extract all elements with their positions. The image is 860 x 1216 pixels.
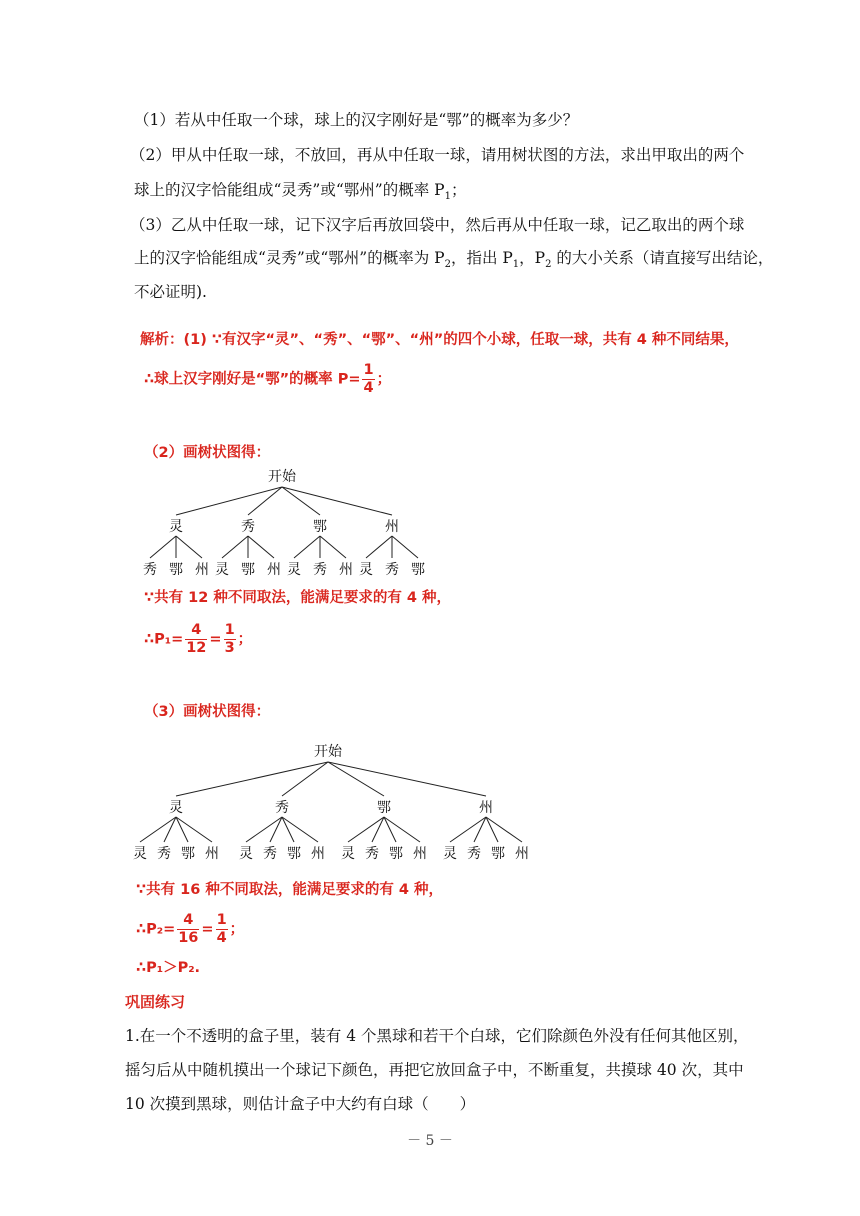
solution-3-count: ∵共有 16 种不同取法，能满足要求的有 4 种， — [136, 882, 444, 898]
practice-1-line-2: 摇匀后从中随机摸出一个球记下颜色，再把它放回盒子中，不断重复，共摸球 40 次，其中 — [125, 1061, 744, 1079]
tree2-leaf: 鄂 — [181, 846, 195, 862]
practice-1-line-1: 1.在一个不透明的盒子里，装有 4 个黑球和若干个白球，它们除颜色外没有任何其他区别， — [125, 1027, 749, 1045]
tree2-branch — [176, 817, 212, 842]
tree2-leaf: 灵 — [443, 846, 457, 862]
tree2-branch — [384, 817, 420, 842]
tree2-leaf: 州 — [205, 846, 219, 862]
tree2-leaf: 鄂 — [491, 846, 505, 862]
tree2-leaf: 州 — [311, 846, 325, 862]
tree1-root: 开始 — [268, 469, 296, 485]
fraction-1-3: $\frac{1}{3}$ — [224, 622, 235, 656]
tree1-node-3: 鄂 — [313, 519, 327, 535]
tree2-node-1: 灵 — [169, 800, 183, 816]
tree1-leaf: 鄂 — [411, 562, 425, 578]
tree1-leaf: 灵 — [215, 562, 229, 578]
tree2-branch — [246, 817, 282, 842]
question-3-line-3: 不必证明). — [134, 283, 207, 301]
tree1-branch — [176, 536, 202, 558]
tree1-branch — [150, 536, 176, 558]
tree2-leaf: 灵 — [341, 846, 355, 862]
tree1-leaf: 州 — [195, 562, 209, 578]
tree1-leaf: 鄂 — [169, 562, 183, 578]
tree2-branch — [140, 817, 176, 842]
tree2-root: 开始 — [314, 744, 342, 760]
tree2-leaf: 鄂 — [287, 846, 301, 862]
tree2-branch — [328, 762, 384, 796]
tree1-leaf: 秀 — [143, 562, 157, 578]
tree2-branch — [348, 817, 384, 842]
tree2-branch — [450, 817, 486, 842]
tree1-leaf: 秀 — [313, 562, 327, 578]
solution-3-title: （3）画树状图得： — [144, 704, 271, 720]
question-3-line-2: 上的汉字恰能组成“灵秀”或“鄂州”的概率为 $P_2$，指出 $P_1$，$P_2$ 的大小关系（请直接写出结论， — [134, 249, 774, 271]
page-number: － 5 － — [407, 1133, 453, 1149]
tree2-branch — [486, 817, 522, 842]
tree1-leaf: 州 — [339, 562, 353, 578]
tree1-node-2: 秀 — [241, 519, 255, 535]
conclusion: ∴P₁＞P₂. — [136, 960, 201, 976]
question-2-line-1: （2）甲从中任取一球，不放回，再从中任取一球，请用树状图的方法，求出甲取出的两个 — [130, 146, 745, 164]
tree1-branch — [222, 536, 248, 558]
fraction-4-16: $\frac{4}{16}$ — [178, 912, 199, 946]
tree1-node-4: 州 — [385, 519, 399, 535]
practice-1-line-3: 10 次摸到黑球，则估计盒子中大约有白球（ ） — [125, 1095, 476, 1113]
tree2-leaf: 鄂 — [389, 846, 403, 862]
solution-1-line-2: ∴球上汉字刚好是“鄂”的概率 P= $\frac{1}{4}$ ； — [144, 362, 392, 396]
solution-1-line-1: 解析：(1) ∵有汉字“灵”、“秀”、“鄂”、“州”的四个小球，任取一球，共有 4 种不同结果， — [140, 332, 739, 348]
tree2-node-4: 州 — [479, 800, 493, 816]
practice-heading: 巩固练习 — [125, 993, 186, 1011]
question-1: （1）若从中任取一个球，球上的汉字刚好是“鄂”的概率为多少？ — [134, 111, 579, 129]
tree1-branch — [248, 536, 274, 558]
tree2-leaf: 州 — [515, 846, 529, 862]
solution-2-result: ∴P₁= $\frac{4}{12}$ = $\frac{1}{3}$ ； — [144, 622, 253, 656]
tree1-leaf: 灵 — [359, 562, 373, 578]
tree1-branch — [294, 536, 320, 558]
fraction-1-4: $\frac{1}{4}$ — [363, 362, 374, 396]
tree-diagram-1 — [130, 462, 430, 582]
tree1-branch — [320, 536, 346, 558]
tree1-node-1: 灵 — [169, 519, 183, 535]
tree2-branch — [328, 762, 486, 796]
tree2-leaf: 秀 — [467, 846, 481, 862]
solution-2-count: ∵共有 12 种不同取法，能满足要求的有 4 种， — [144, 590, 452, 606]
tree-diagram-2 — [126, 738, 536, 868]
tree2-node-3: 鄂 — [377, 800, 391, 816]
fraction-4-12: $\frac{4}{12}$ — [186, 622, 207, 656]
tree1-branch — [282, 487, 392, 515]
tree2-leaf: 州 — [413, 846, 427, 862]
tree1-branch — [176, 487, 282, 515]
tree1-leaf: 鄂 — [241, 562, 255, 578]
tree2-node-2: 秀 — [275, 800, 289, 816]
question-2-line-2: 球上的汉字恰能组成“灵秀”或“鄂州”的概率 $P_1$； — [134, 181, 467, 203]
solution-3-result: ∴P₂= $\frac{4}{16}$ = $\frac{1}{4}$ ； — [136, 912, 245, 946]
tree1-branch — [366, 536, 392, 558]
tree2-leaf: 灵 — [239, 846, 253, 862]
tree1-leaf: 灵 — [287, 562, 301, 578]
tree2-leaf: 灵 — [133, 846, 147, 862]
tree2-branch — [282, 817, 318, 842]
solution-2-title: （2）画树状图得： — [144, 445, 271, 461]
tree2-leaf: 秀 — [157, 846, 171, 862]
tree1-leaf: 秀 — [385, 562, 399, 578]
tree2-leaf: 秀 — [365, 846, 379, 862]
tree2-leaf: 秀 — [263, 846, 277, 862]
fraction-1-4b: $\frac{1}{4}$ — [216, 912, 227, 946]
tree1-branch — [392, 536, 418, 558]
question-3-line-1: （3）乙从中任取一球，记下汉字后再放回袋中，然后再从中任取一球，记乙取出的两个球 — [130, 216, 745, 234]
tree1-leaf: 州 — [267, 562, 281, 578]
tree1-branch — [282, 487, 320, 515]
